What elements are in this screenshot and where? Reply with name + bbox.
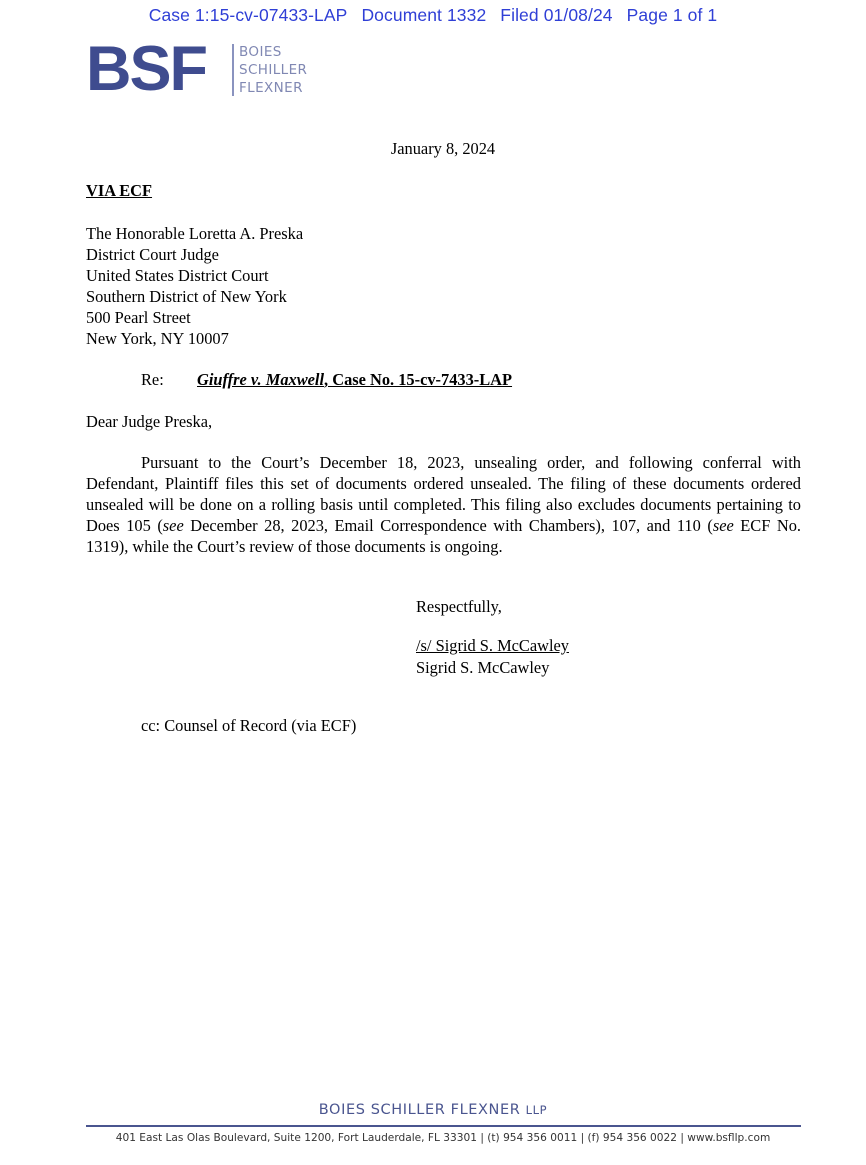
logo-mark: BSF xyxy=(86,34,206,104)
footer-firm: BOIES SCHILLER FLEXNER xyxy=(318,1102,521,1118)
letter-date: January 8, 2024 xyxy=(390,139,496,158)
logo-divider xyxy=(232,44,234,96)
see-signal: see xyxy=(712,516,734,535)
body-text-part-3: ECF No. 1319), while the Court’s review of those documents is ongoing. xyxy=(86,516,801,556)
logo-firm-name xyxy=(239,43,307,97)
addressee-line: United States District Court xyxy=(86,266,269,285)
body-paragraph xyxy=(86,452,801,557)
logo-name-line-1: BOIES xyxy=(239,44,282,60)
ecf-filing-header xyxy=(0,5,866,26)
ecf-document-number: Document 1332 xyxy=(361,5,487,25)
ecf-page-number: Page 1 of 1 xyxy=(626,5,718,25)
closing: Respectfully, xyxy=(416,597,502,616)
ecf-filed-date: Filed 01/08/24 xyxy=(500,5,613,25)
signer-name: Sigrid S. McCawley xyxy=(416,658,550,677)
footer-firm-name xyxy=(0,1102,866,1118)
see-signal: see xyxy=(162,516,184,535)
addressee-line: The Honorable Loretta A. Preska xyxy=(86,224,304,243)
addressee-line: District Court Judge xyxy=(86,245,219,264)
signature-line xyxy=(416,636,605,656)
firm-logo xyxy=(86,34,326,104)
footer-address: 401 East Las Olas Boulevard, Suite 1200, Fort Lauderdale, FL 33301 | (t) 954 356 0011 | (f) 954 356 0022 | www.bsfllp.com xyxy=(115,1132,771,1144)
addressee-block xyxy=(86,223,303,349)
addressee-line: 500 Pearl Street xyxy=(86,308,191,327)
footer-llp: LLP xyxy=(525,1103,548,1117)
addressee-line: Southern District of New York xyxy=(86,287,287,306)
re-label: Re: xyxy=(141,370,164,389)
re-subject xyxy=(197,370,512,390)
ecf-case-number: Case 1:15-cv-07433-LAP xyxy=(148,5,348,25)
body-text-part-2: December 28, 2023, Email Correspondence with Chambers), 107, and 110 ( xyxy=(183,516,713,535)
salutation: Dear Judge Preska, xyxy=(86,412,213,431)
re-case-number: , Case No. 15-cv-7433-LAP xyxy=(324,370,513,389)
electronic-signature: /s/ Sigrid S. McCawley xyxy=(416,636,569,655)
footer-divider xyxy=(86,1125,801,1127)
logo-name-line-2: SCHILLER xyxy=(239,62,308,78)
addressee-line: New York, NY 10007 xyxy=(86,329,229,348)
re-case-name: Giuffre v. Maxwell xyxy=(197,370,325,389)
body-text-part-1: Pursuant to the Court’s December 18, 2023, unsealing order, and following conferral with Defendant, Plaintiff files this set of documents ordered unsealed. The filing of these documents ordered unsealed will be done on a rolling basis until completed. This filing also excludes documents pertaining to Does 105 ( xyxy=(86,453,801,535)
delivery-method: VIA ECF xyxy=(86,181,153,200)
logo-name-line-3: FLEXNER xyxy=(239,80,303,96)
cc-line: cc: Counsel of Record (via ECF) xyxy=(141,716,357,735)
